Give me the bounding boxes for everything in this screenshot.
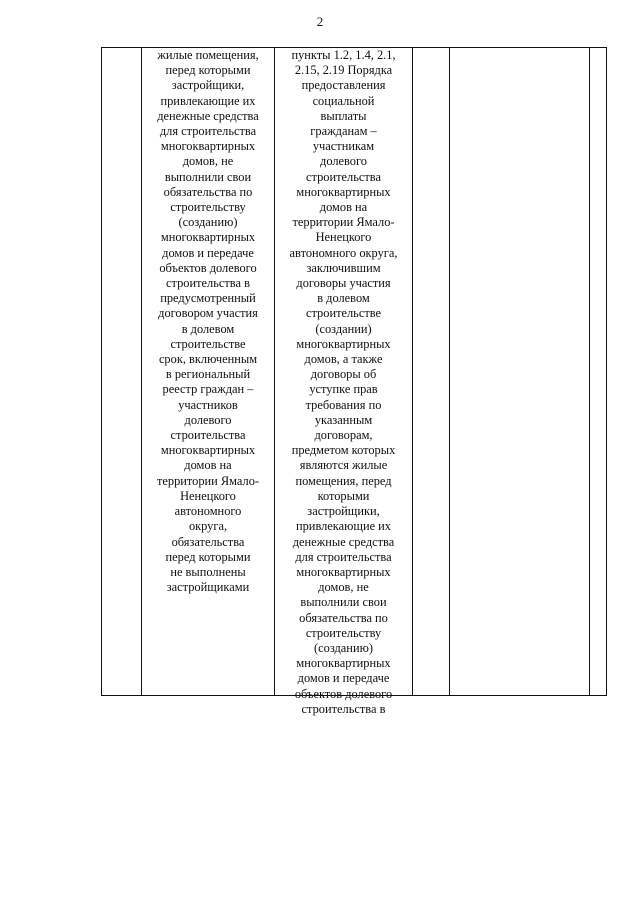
table-cell-empty-3 [590, 48, 607, 696]
legal-basis-text: пункты 1.2, 1.4, 2.1, 2.15, 2.19 Порядка предоставления социальной выплаты гражданам – участникам долевого строительства многоквартирных домов на территории Ямало- Ненецкого автономного округа, заключившим договоры участия в долевом строительстве (создании) многоквартирных домов, а также договоры об уступке прав требования по указанным договорам, предметом которых являются жилые помещения, перед которыми застройщики, привлекающие их денежные средства для строительства многоквартирных домов, не выполнили свои обязательства по строительству (созданию) многоквартирных домов и передаче объектов долевого строительства в [289, 48, 398, 716]
table-cell-number [102, 48, 142, 696]
table-cell-description [142, 48, 275, 696]
table-cell-empty-1 [413, 48, 450, 696]
description-text: жилые помещения, перед которыми застройщики, привлекающие их денежные средства для строительства многоквартирных домов, не выполнили свои обязательства по строительству (созданию) многоквартирных домов и передаче объектов долевого строительства в предусмотренный договором участия в долевом строительстве срок, включенным в региональный реестр граждан – участников долевого строительства многоквартирных домов на территории Ямало- Ненецкого автономного округа, обязательства перед которыми не выполнены застройщиками [156, 48, 260, 595]
page-number: 2 [316, 14, 324, 29]
table-cell-legal-basis [275, 48, 413, 716]
document-table [101, 47, 607, 716]
table-row [102, 48, 607, 696]
table-cell-empty-2 [450, 48, 590, 696]
